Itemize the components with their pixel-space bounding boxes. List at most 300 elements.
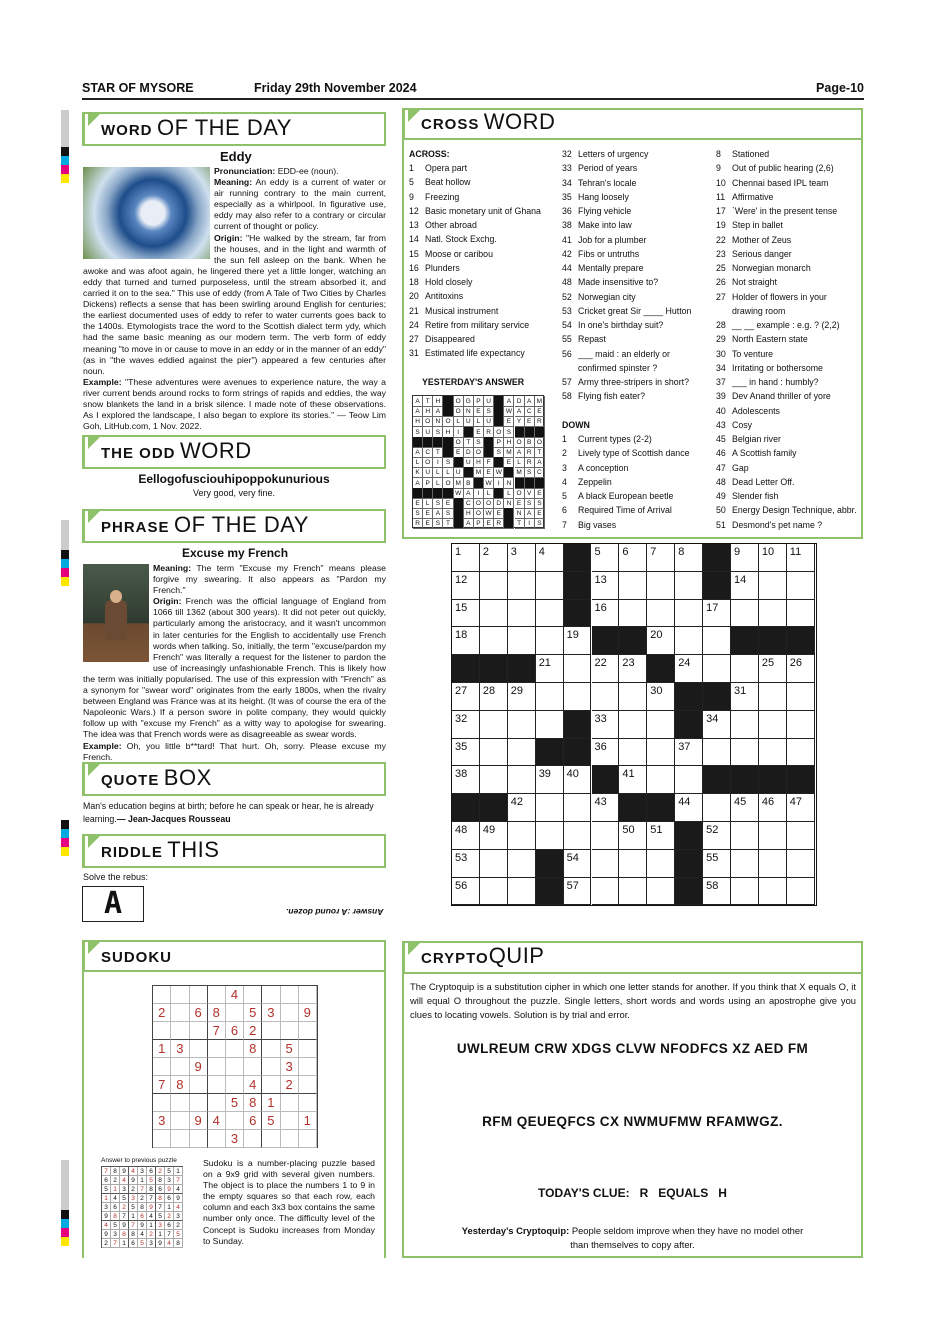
sudoku-cell[interactable] [171, 1112, 189, 1130]
sudoku-cell[interactable] [299, 1130, 317, 1148]
crossword-cell[interactable] [787, 600, 815, 628]
crossword-cell[interactable]: 48 [452, 822, 480, 850]
sudoku-cell[interactable] [262, 1022, 280, 1040]
answer-cell: 1 [165, 1203, 174, 1212]
clue-text: In one's birthday suit? [578, 320, 664, 330]
sudoku-cell[interactable] [244, 1058, 262, 1076]
sudoku-cell[interactable] [153, 986, 171, 1004]
sudoku-cell[interactable]: 5 [280, 1040, 298, 1058]
crossword-cell[interactable] [508, 600, 536, 628]
sudoku-cell[interactable]: 5 [262, 1112, 280, 1130]
sudoku-cell[interactable]: 6 [226, 1022, 244, 1040]
answer-cell: 5 [174, 1230, 183, 1239]
crossword-cell[interactable]: 4 [536, 544, 564, 572]
clue-item [409, 161, 541, 175]
crossword-cell[interactable]: 30 [647, 683, 675, 711]
crossword-cell[interactable]: 28 [480, 683, 508, 711]
crossword-cell[interactable] [647, 850, 675, 878]
sudoku-cell[interactable] [280, 986, 298, 1004]
clue-number: 25 [716, 263, 726, 273]
answer-cell: N [515, 508, 525, 519]
crossword-cell[interactable] [675, 627, 703, 655]
crossword-cell[interactable]: 2 [480, 544, 508, 572]
crossword-cell[interactable]: 10 [759, 544, 787, 572]
sudoku-cell[interactable] [171, 1130, 189, 1148]
sudoku-answer-label: Answer to previous puzzle [101, 1157, 177, 1164]
answer-cell: L [515, 457, 525, 468]
crossword-cell[interactable]: 37 [675, 739, 703, 767]
clue-item [716, 332, 855, 346]
sudoku-cell[interactable]: 9 [299, 1004, 317, 1022]
clue-text: Disappeared [425, 334, 475, 344]
crossword-cell[interactable] [508, 572, 536, 600]
clue-item [409, 346, 541, 360]
black-square [675, 850, 703, 878]
answer-cell: 9 [120, 1221, 129, 1230]
crossword-cell[interactable]: 36 [592, 739, 620, 767]
sudoku-cell[interactable]: 9 [189, 1112, 207, 1130]
answer-cell: L [484, 488, 494, 499]
crossword-cell[interactable]: 31 [731, 683, 759, 711]
sudoku-cell[interactable] [262, 1058, 280, 1076]
crossword-cell[interactable] [480, 766, 508, 794]
answer-cell: E [484, 467, 494, 478]
crossword-cell[interactable] [592, 878, 620, 906]
crossword-cell[interactable] [508, 627, 536, 655]
sudoku-cell[interactable] [226, 1112, 244, 1130]
crossword-cell[interactable]: 32 [452, 711, 480, 739]
crossword-cell[interactable] [731, 850, 759, 878]
sudoku-cell[interactable] [171, 1022, 189, 1040]
clue-text: Zeppelin [578, 476, 612, 487]
crossword-cell[interactable] [592, 683, 620, 711]
answer-cell [454, 518, 464, 529]
crossword-cell[interactable]: 22 [592, 655, 620, 683]
answer-cell: O [443, 478, 453, 489]
crossword-cell[interactable]: 8 [675, 544, 703, 572]
sudoku-cell[interactable] [226, 1076, 244, 1094]
crossword-cell[interactable]: 3 [508, 544, 536, 572]
clue-number: 54 [562, 320, 572, 330]
sudoku-cell[interactable] [208, 1040, 226, 1058]
crossword-cell[interactable]: 27 [452, 683, 480, 711]
crossword-cell[interactable] [536, 822, 564, 850]
answer-cell: T [464, 437, 474, 448]
crossword-cell[interactable] [508, 739, 536, 767]
crossword-cell[interactable] [731, 878, 759, 906]
crossword-cell[interactable] [619, 850, 647, 878]
crossword-cell[interactable] [759, 822, 787, 850]
crossword-cell[interactable]: 43 [592, 794, 620, 822]
sudoku-cell[interactable]: 4 [226, 986, 244, 1004]
sudoku-cell[interactable]: 9 [189, 1058, 207, 1076]
sudoku-cell[interactable] [208, 1076, 226, 1094]
sudoku-cell[interactable]: 6 [244, 1112, 262, 1130]
crossword-cell[interactable] [480, 711, 508, 739]
crossword-cell[interactable]: 35 [452, 739, 480, 767]
crossword-cell[interactable]: 52 [703, 822, 731, 850]
sudoku-cell[interactable] [299, 1058, 317, 1076]
crossword-cell[interactable]: 14 [731, 572, 759, 600]
crossword-cell[interactable] [647, 572, 675, 600]
crossword-cell[interactable] [536, 572, 564, 600]
sudoku-cell[interactable] [171, 1058, 189, 1076]
clue-item [562, 432, 690, 446]
sudoku-cell[interactable] [153, 1058, 171, 1076]
sudoku-cell[interactable] [299, 1076, 317, 1094]
clue-text: Other abroad [425, 220, 477, 230]
clue-item [716, 161, 855, 175]
crossword-cell[interactable] [508, 878, 536, 906]
clue-number: 37 [716, 377, 726, 387]
answer-cell: H [423, 406, 433, 417]
answer-cell: H [413, 416, 423, 427]
crossword-cell[interactable]: 24 [675, 655, 703, 683]
sudoku-cell[interactable] [226, 1004, 244, 1022]
sudoku-cell[interactable]: 3 [262, 1004, 280, 1022]
answer-cell: L [474, 416, 484, 427]
answer-cell: D [464, 447, 474, 458]
crossword-cell[interactable] [787, 878, 815, 906]
crossword-cell[interactable] [703, 739, 731, 767]
sudoku-cell[interactable] [244, 986, 262, 1004]
sudoku-cell[interactable] [171, 986, 189, 1004]
answer-cell: O [423, 416, 433, 427]
answer-cell: A [433, 508, 443, 519]
clue-number: 30 [716, 348, 726, 359]
crossword-cell[interactable] [787, 572, 815, 600]
crossword-cell[interactable] [731, 711, 759, 739]
crossword-cell[interactable]: 41 [619, 766, 647, 794]
crossword-cell[interactable]: 56 [452, 878, 480, 906]
crossword-cell[interactable] [619, 711, 647, 739]
sudoku-cell[interactable]: 2 [280, 1076, 298, 1094]
crossword-cell[interactable] [536, 711, 564, 739]
sudoku-cell[interactable]: 5 [244, 1004, 262, 1022]
sudoku-cell[interactable] [208, 986, 226, 1004]
answer-cell: 6 [138, 1212, 147, 1221]
sudoku-cell[interactable]: 5 [226, 1094, 244, 1112]
crossword-cell[interactable] [619, 572, 647, 600]
answer-cell: 9 [174, 1194, 183, 1203]
answer-cell: R [484, 427, 494, 438]
answer-cell: 9 [102, 1212, 111, 1221]
answer-cell: W [494, 467, 504, 478]
crossword-cell[interactable] [508, 766, 536, 794]
crossword-cell[interactable]: 16 [592, 600, 620, 628]
answer-cell: E [535, 406, 545, 417]
crossword-cell[interactable]: 23 [619, 655, 647, 683]
crossword-cell[interactable]: 47 [787, 794, 815, 822]
clue-item [562, 375, 691, 389]
sudoku-cell[interactable] [153, 1094, 171, 1112]
black-square [564, 600, 592, 628]
crossword-grid[interactable] [451, 543, 817, 906]
crossword-cell[interactable]: 11 [787, 544, 815, 572]
cryptoquip-title: CRYPTOQUIP [402, 941, 863, 974]
crossword-cell[interactable]: 29 [508, 683, 536, 711]
sudoku-cell[interactable]: 8 [244, 1040, 262, 1058]
crossword-cell[interactable] [619, 600, 647, 628]
crossword-cell[interactable] [731, 655, 759, 683]
crossword-cell[interactable] [787, 822, 815, 850]
answer-cell: 9 [165, 1185, 174, 1194]
answer-cell: U [423, 467, 433, 478]
sudoku-cell[interactable]: 1 [153, 1040, 171, 1058]
sudoku-cell[interactable]: 4 [244, 1076, 262, 1094]
sudoku-cell[interactable] [280, 1094, 298, 1112]
sudoku-cell[interactable]: 3 [171, 1040, 189, 1058]
sudoku-cell[interactable] [262, 1076, 280, 1094]
crossword-cell[interactable]: 13 [592, 572, 620, 600]
crossword-cell[interactable]: 53 [452, 850, 480, 878]
black-square [703, 683, 731, 711]
crossword-cell[interactable] [619, 739, 647, 767]
crossword-cell[interactable]: 44 [675, 794, 703, 822]
crossword-cell[interactable] [759, 850, 787, 878]
answer-cell: 5 [111, 1221, 120, 1230]
crossword-cell[interactable]: 46 [759, 794, 787, 822]
crossword-cell[interactable]: 38 [452, 766, 480, 794]
answer-cell: E [474, 406, 484, 417]
sudoku-cell[interactable] [262, 986, 280, 1004]
crossword-cell[interactable] [759, 711, 787, 739]
crossword-cell[interactable] [787, 739, 815, 767]
sudoku-cell[interactable]: 8 [208, 1004, 226, 1022]
sudoku-cell[interactable] [208, 1058, 226, 1076]
crossword-cell[interactable]: 57 [564, 878, 592, 906]
crossword-cell[interactable]: 34 [703, 711, 731, 739]
crossword-cell[interactable]: 18 [452, 627, 480, 655]
clue-text: Mentally prepare [578, 263, 644, 273]
crossword-cell[interactable] [787, 850, 815, 878]
sudoku-cell[interactable] [189, 1130, 207, 1148]
clue-item [562, 147, 691, 161]
crossword-cell[interactable] [731, 739, 759, 767]
crossword-cell[interactable]: 6 [619, 544, 647, 572]
black-square [592, 627, 620, 655]
crossword-cell[interactable] [480, 600, 508, 628]
sudoku-cell[interactable]: 3 [280, 1058, 298, 1076]
crossword-cell[interactable]: 25 [759, 655, 787, 683]
crossword-cell[interactable]: 7 [647, 544, 675, 572]
sudoku-cell[interactable] [299, 1022, 317, 1040]
crossword-cell[interactable] [647, 766, 675, 794]
answer-cell: L [413, 457, 423, 468]
crossword-cell[interactable] [731, 600, 759, 628]
answer-cell: 9 [102, 1230, 111, 1239]
sudoku-cell[interactable] [262, 1040, 280, 1058]
crossword-cell[interactable]: 42 [508, 794, 536, 822]
crossword-cell[interactable] [508, 822, 536, 850]
crossword-cell[interactable]: 55 [703, 850, 731, 878]
clue-number: 51 [716, 519, 726, 530]
crossword-cell[interactable]: 49 [480, 822, 508, 850]
clue-text: ___ maid : an elderly or [578, 348, 670, 359]
crossword-cell[interactable] [508, 850, 536, 878]
sudoku-cell[interactable] [189, 986, 207, 1004]
crossword-cell[interactable]: 9 [731, 544, 759, 572]
crossword-cell[interactable]: 45 [731, 794, 759, 822]
clue-number: 38 [562, 220, 572, 231]
crossword-cell[interactable] [564, 655, 592, 683]
crossword-cell[interactable] [536, 683, 564, 711]
clue-text: Serious danger [732, 248, 792, 259]
crossword-cell[interactable] [480, 572, 508, 600]
sudoku-cell[interactable] [171, 1094, 189, 1112]
crossword-cell[interactable] [647, 878, 675, 906]
sudoku-cell[interactable] [226, 1058, 244, 1076]
crossword-cell[interactable]: 26 [787, 655, 815, 683]
sudoku-cell[interactable] [226, 1040, 244, 1058]
crossword-cell[interactable] [619, 683, 647, 711]
answer-cell: E [484, 518, 494, 529]
sudoku-cell[interactable]: 7 [153, 1076, 171, 1094]
crossword-cell[interactable] [592, 850, 620, 878]
answer-cell: W [484, 508, 494, 519]
crossword-cell[interactable] [564, 794, 592, 822]
sudoku-cell[interactable] [299, 1040, 317, 1058]
sudoku-cell[interactable] [244, 1130, 262, 1148]
crossword-cell[interactable] [647, 739, 675, 767]
phrase-of-the-day-title: PHRASE OF THE DAY [82, 509, 386, 543]
crossword-cell[interactable]: 15 [452, 600, 480, 628]
crossword-cell[interactable] [536, 600, 564, 628]
sudoku-cell[interactable] [280, 1022, 298, 1040]
clue-item [562, 489, 690, 503]
crossword-cell[interactable] [703, 794, 731, 822]
sudoku-grid[interactable] [152, 985, 318, 1148]
answer-cell: N [433, 416, 443, 427]
crossword-cell[interactable]: 33 [592, 711, 620, 739]
crossword-cell[interactable] [703, 627, 731, 655]
crossword-cell[interactable] [508, 711, 536, 739]
sudoku-cell[interactable]: 2 [244, 1022, 262, 1040]
crossword-cell[interactable] [759, 878, 787, 906]
answer-cell: 7 [120, 1212, 129, 1221]
cryptoquip-line-1: UWLREUM CRW XDGS CLVW NFODFCS XZ AED FM [456, 1041, 809, 1056]
answer-cell: E [504, 416, 514, 427]
answer-cell: S [504, 427, 514, 438]
answer-cell: A [433, 406, 443, 417]
sudoku-cell[interactable] [280, 1004, 298, 1022]
crossword-cell[interactable]: 19 [564, 627, 592, 655]
sudoku-cell[interactable]: 1 [299, 1112, 317, 1130]
crossword-cell[interactable] [787, 711, 815, 739]
clue-number: 15 [409, 248, 419, 259]
sudoku-cell[interactable] [299, 986, 317, 1004]
sudoku-cell[interactable]: 3 [153, 1112, 171, 1130]
crossword-cell[interactable]: 5 [592, 544, 620, 572]
crossword-cell[interactable] [759, 683, 787, 711]
sudoku-cell[interactable] [208, 1094, 226, 1112]
crossword-cell[interactable]: 21 [536, 655, 564, 683]
sudoku-cell[interactable]: 1 [262, 1094, 280, 1112]
clue-text: Big vases [578, 519, 617, 530]
crossword-cell[interactable]: 20 [647, 627, 675, 655]
sudoku-cell[interactable] [189, 1022, 207, 1040]
sudoku-cell[interactable] [153, 1022, 171, 1040]
sudoku-cell[interactable]: 6 [189, 1004, 207, 1022]
crossword-cell[interactable]: 17 [703, 600, 731, 628]
crossword-cell[interactable] [759, 572, 787, 600]
crossword-cell[interactable] [675, 766, 703, 794]
clue-text: Gap [732, 462, 749, 473]
sudoku-cell[interactable] [189, 1094, 207, 1112]
black-square [480, 655, 508, 683]
crossword-cell[interactable] [731, 822, 759, 850]
crossword-cell[interactable]: 58 [703, 878, 731, 906]
crossword-cell[interactable] [647, 711, 675, 739]
answer-cell: 4 [138, 1230, 147, 1239]
crossword-cell[interactable]: 54 [564, 850, 592, 878]
crossword-cell[interactable]: 1 [452, 544, 480, 572]
crossword-cell[interactable] [675, 572, 703, 600]
sudoku-cell[interactable] [280, 1130, 298, 1148]
answer-cell: 5 [138, 1239, 147, 1248]
crossword-cell[interactable] [759, 739, 787, 767]
crossword-cell[interactable] [759, 600, 787, 628]
crossword-cell[interactable]: 51 [647, 822, 675, 850]
page-header [82, 80, 864, 100]
sudoku-cell[interactable]: 8 [244, 1094, 262, 1112]
sudoku-cell[interactable]: 4 [208, 1112, 226, 1130]
crossword-cell[interactable] [592, 822, 620, 850]
crossword-cell[interactable] [480, 878, 508, 906]
answer-cell: B [525, 437, 535, 448]
crossword-cell[interactable] [647, 600, 675, 628]
crossword-cell[interactable] [536, 794, 564, 822]
crossword-cell[interactable]: 39 [536, 766, 564, 794]
crossword-cell[interactable] [675, 600, 703, 628]
clue-number: 50 [716, 505, 726, 516]
clue-text: North Eastern state [732, 334, 808, 345]
sudoku-cell[interactable] [189, 1040, 207, 1058]
sudoku-cell[interactable]: 2 [153, 1004, 171, 1022]
sudoku-cell[interactable] [171, 1004, 189, 1022]
crossword-cell[interactable] [564, 822, 592, 850]
sudoku-cell[interactable] [208, 1130, 226, 1148]
black-square [703, 766, 731, 794]
crossword-cell[interactable]: 50 [619, 822, 647, 850]
odd-word-meaning: Very good, very fine. [192, 488, 276, 498]
crossword-cell[interactable]: 40 [564, 766, 592, 794]
crossword-cell[interactable] [703, 655, 731, 683]
sudoku-cell[interactable] [189, 1076, 207, 1094]
sudoku-cell[interactable]: 3 [226, 1130, 244, 1148]
crossword-cell[interactable]: 12 [452, 572, 480, 600]
sudoku-cell[interactable] [153, 1130, 171, 1148]
crossword-cell[interactable] [480, 627, 508, 655]
clue-item [716, 247, 855, 261]
crossword-cell[interactable] [564, 683, 592, 711]
answer-cell: E [413, 498, 423, 509]
sudoku-cell[interactable]: 7 [208, 1022, 226, 1040]
crossword-cell[interactable] [619, 878, 647, 906]
crossword-cell[interactable] [536, 627, 564, 655]
answer-cell: 9 [138, 1221, 147, 1230]
crossword-cell[interactable] [480, 739, 508, 767]
sudoku-cell[interactable] [262, 1130, 280, 1148]
crossword-cell[interactable] [480, 850, 508, 878]
across-label: ACROSS: [409, 149, 450, 159]
clue-number: 44 [562, 263, 572, 273]
crossword-cell[interactable] [787, 683, 815, 711]
sudoku-cell[interactable]: 8 [171, 1076, 189, 1094]
answer-cell: R [535, 416, 545, 427]
sudoku-cell[interactable] [280, 1112, 298, 1130]
sudoku-cell[interactable] [299, 1094, 317, 1112]
